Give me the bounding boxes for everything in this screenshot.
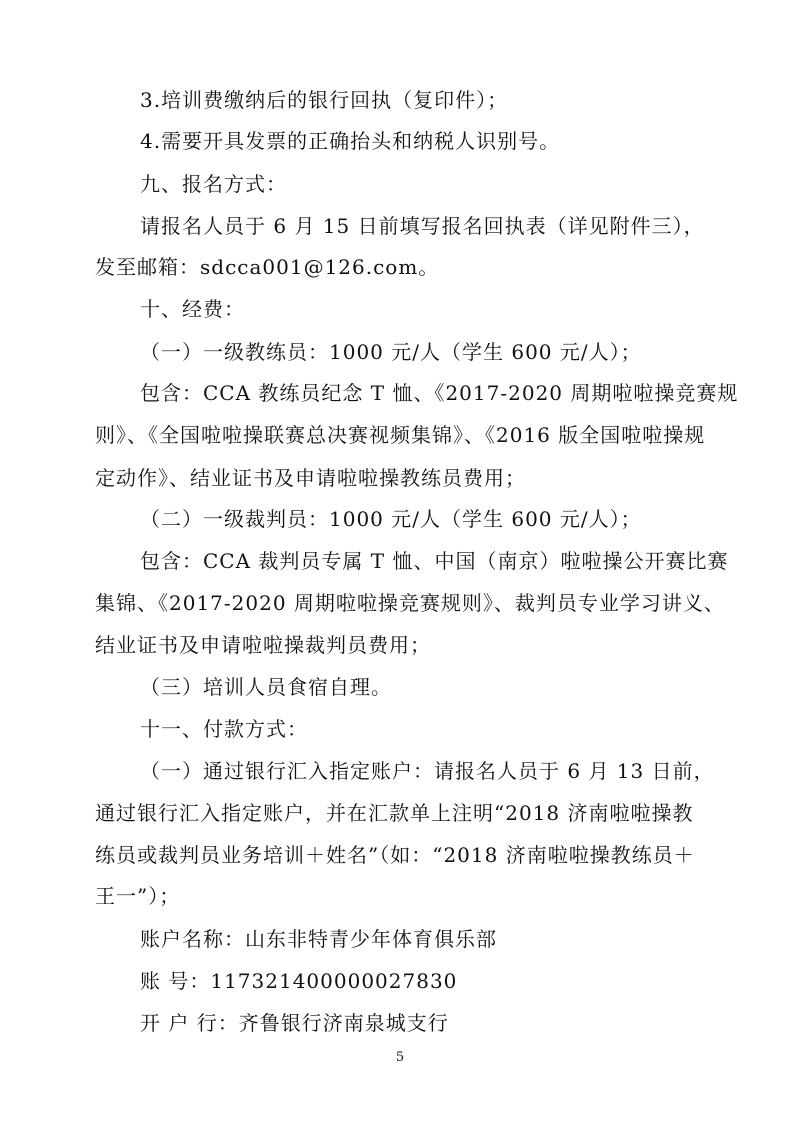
text-line: 4.需要开具发票的正确抬头和纳税人识别号。 xyxy=(140,129,561,153)
text-line: 3.培训费缴纳后的银行回执（复印件）； xyxy=(140,88,509,112)
text-line: （二）一级裁判员：1000 元/人（学生 600 元/人）； xyxy=(140,507,642,531)
page-number: 5 xyxy=(395,1050,405,1065)
text-line: （一）通过银行汇入指定账户：请报名人员于 6 月 13 日前， xyxy=(140,759,715,783)
bank-branch-line: 开 户 行：齐鲁银行济南泉城支行 xyxy=(140,1011,449,1035)
text-line: 发至邮箱：sdcca001@126.com。 xyxy=(95,255,440,279)
text-line: 请报名人员于 6 月 15 日前填写报名回执表（详见附件三）， xyxy=(140,214,705,238)
account-name-line: 账户名称：山东非特青少年体育俱乐部 xyxy=(140,927,497,951)
text-line: 通过银行汇入指定账户，并在汇款单上注明“2018 济南啦啦操教 xyxy=(95,801,694,825)
text-line: 王一”）； xyxy=(95,884,181,908)
text-line: 包含：CCA 教练员纪念 T 恤、《2017-2020 周期啦啦操竞赛规 xyxy=(140,381,739,405)
text-line: （一）一级教练员：1000 元/人（学生 600 元/人）； xyxy=(140,340,642,364)
text-line: 结业证书及申请啦啦操裁判员费用； xyxy=(95,633,431,657)
text-line: 定动作》、结业证书及申请啦啦操教练员费用； xyxy=(95,466,526,490)
text-line: 则》、《全国啦啦操联赛总决赛视频集锦》、《2016 版全国啦啦操规 xyxy=(95,423,706,447)
text-line: （三）培训人员食宿自理。 xyxy=(140,675,392,699)
account-number-line: 账 号：117321400000027830 xyxy=(140,969,458,993)
section-heading: 十、经费： xyxy=(140,297,245,321)
text-line: 包含：CCA 裁判员专属 T 恤、中国（南京）啦啦操公开赛比赛 xyxy=(140,549,729,573)
text-line: 集锦、《2017-2020 周期啦啦操竞赛规则》、裁判员专业学习讲义、 xyxy=(95,591,725,615)
section-heading: 九、报名方式： xyxy=(140,172,287,196)
section-heading: 十一、付款方式： xyxy=(140,717,308,741)
text-line: 练员或裁判员业务培训＋姓名”（如：“2018 济南啦啦操教练员＋ xyxy=(95,843,695,867)
